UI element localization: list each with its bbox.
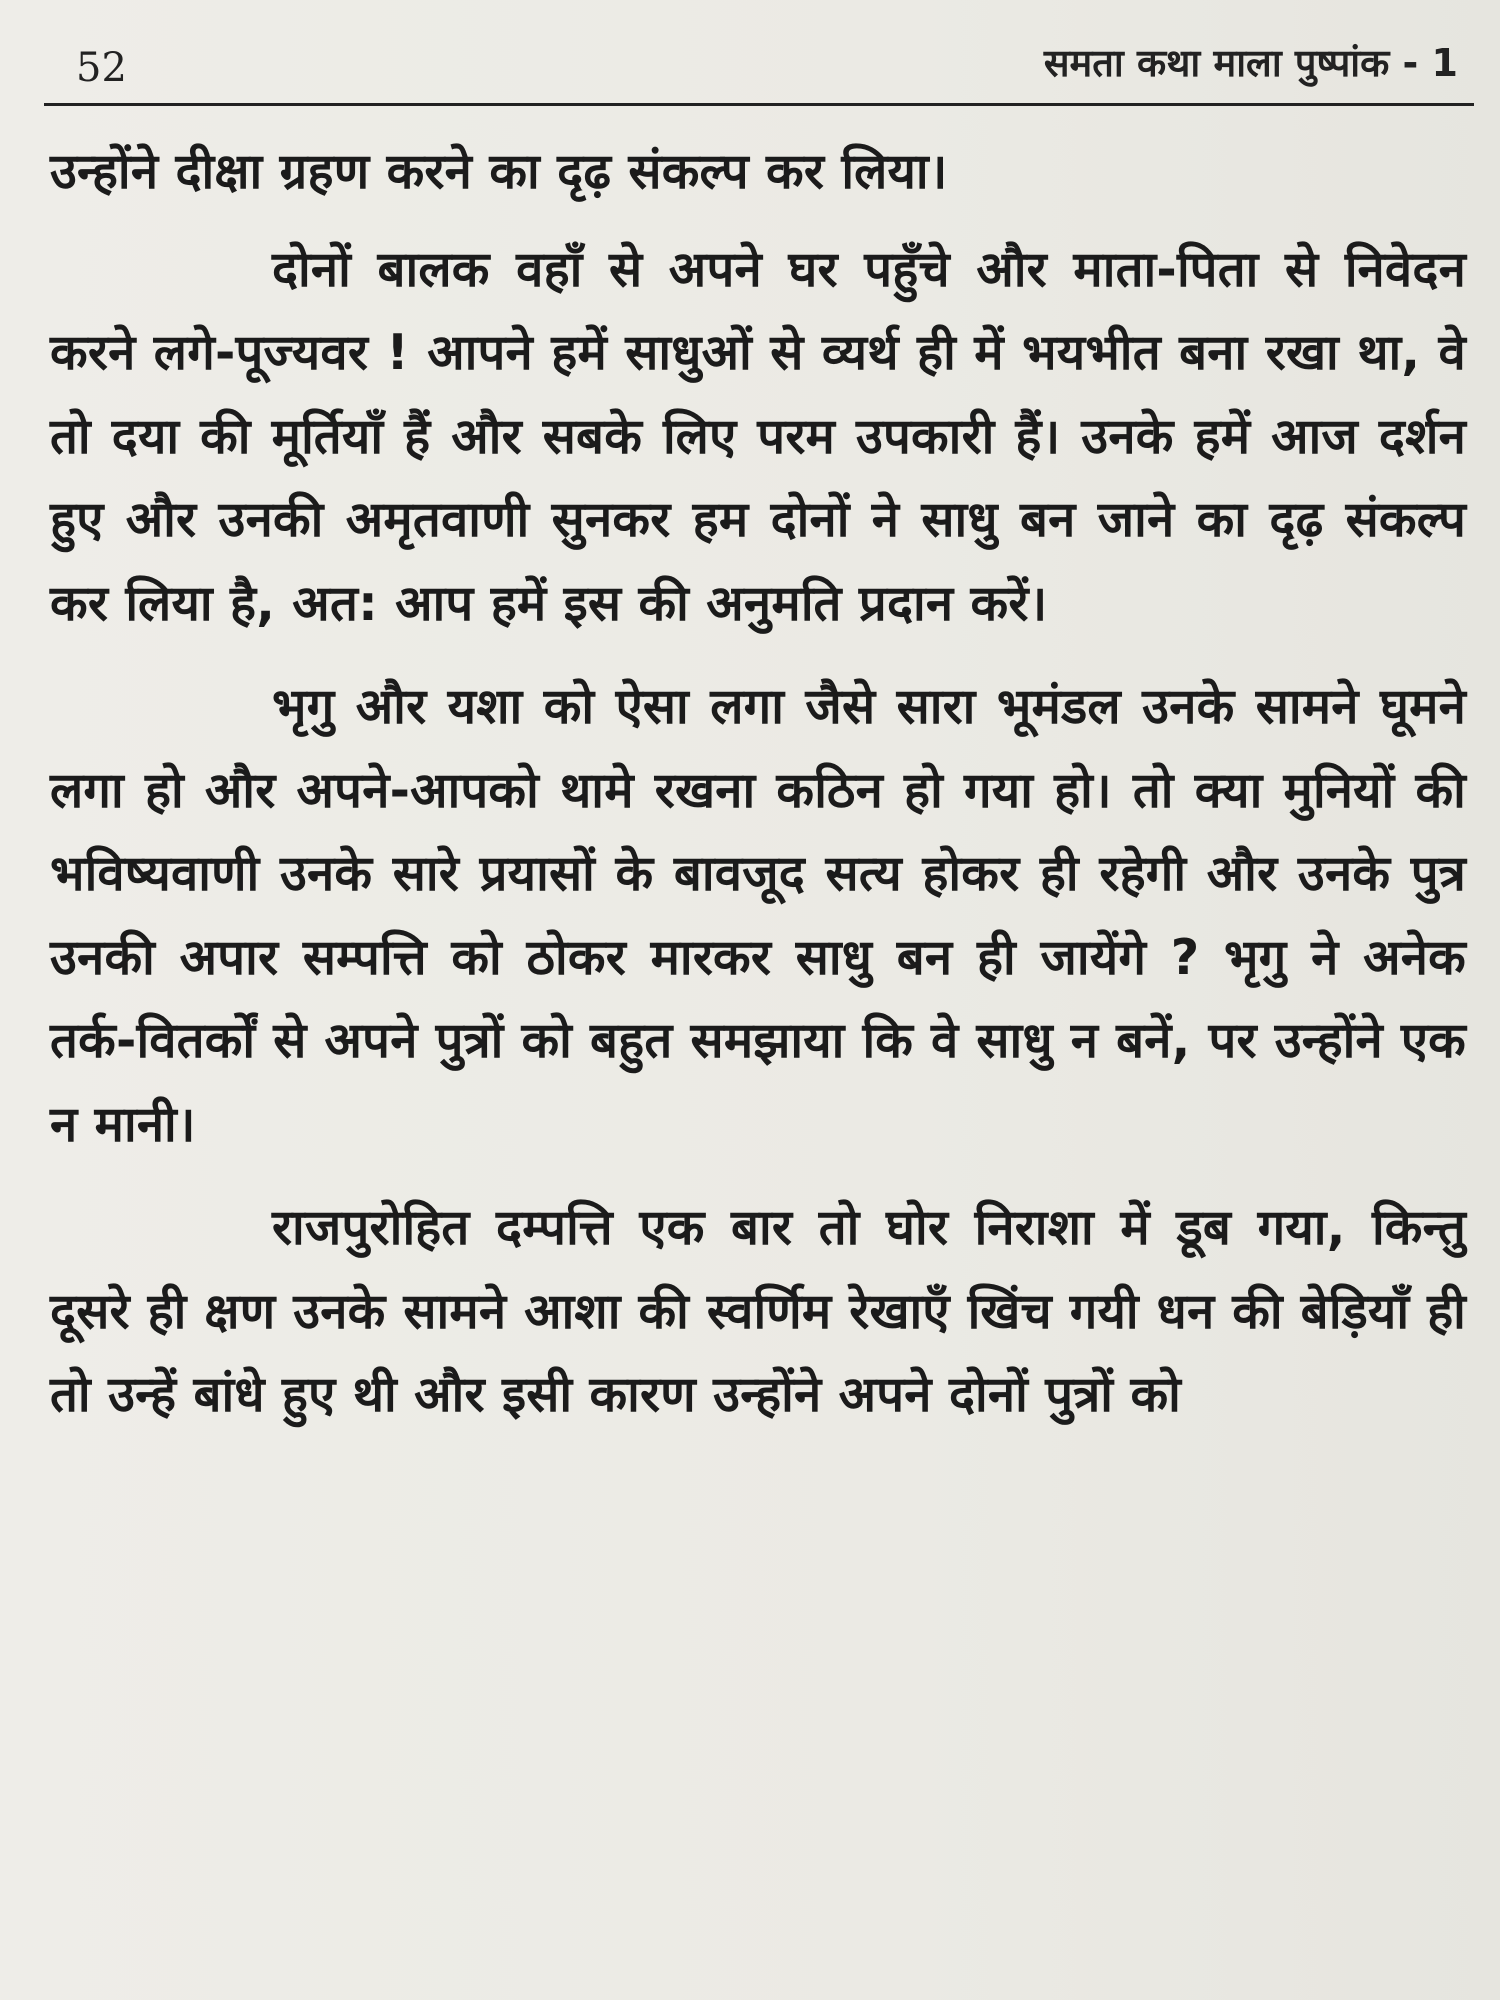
paragraph-2: दोनों बालक वहाँ से अपने घर पहुँचे और माता-पिता से निवेदन करने लगे-पूज्यवर ! आपने हमें साधुओं से व्यर्थ ही में भयभीत बना रखा था, वे तो दया की मूर्तियाँ हैं और सबके लिए परम उपकारी हैं। उनके हमें आज दर्शन हुए और उनकी अमृतवाणी सुनकर हम दोनों ने साधु बन जाने का दृढ़ संकल्प कर लिया है, अत: आप हमें इस की अनुमति प्रदान करें।: [50, 240, 1466, 632]
paragraph-1: उन्होंने दीक्षा ग्रहण करने का दृढ़ संकल्प कर लिया।: [50, 143, 948, 200]
body-text: [50, 130, 1466, 1457]
page-number: 52: [76, 45, 127, 91]
header-divider: [44, 103, 1474, 106]
paragraph-3: भृगु और यशा को ऐसा लगा जैसे सारा भूमंडल उनके सामने घूमने लगा हो और अपने-आपको थामे रखना कठिन हो गया हो। तो क्या मुनियों की भविष्यवाणी उनके सारे प्रयासों के बावजूद सत्य होकर ही रहेगी और उनके पुत्र उनकी अपार सम्पत्ति को ठोकर मारकर साधु बन ही जायेंगे ? भृगु ने अनेक तर्क-वितर्कों से अपने पुत्रों को बहुत समझाया कि वे साधु न बनें, पर उन्होंने एक न मानी।: [50, 678, 1466, 1153]
page-header: [44, 36, 1458, 100]
paragraph-4: राजपुरोहित दम्पत्ति एक बार तो घोर निराशा में डूब गया, किन्तु दूसरे ही क्षण उनके सामने आशा की स्वर्णिम रेखाएँ खिंच गयी धन की बेड़ियाँ ही तो उन्हें बांधे हुए थी और इसी कारण उन्होंने अपने दोनों पुत्रों को: [50, 1199, 1466, 1423]
running-title: समता कथा माला पुष्पांक - 1: [1043, 41, 1458, 85]
